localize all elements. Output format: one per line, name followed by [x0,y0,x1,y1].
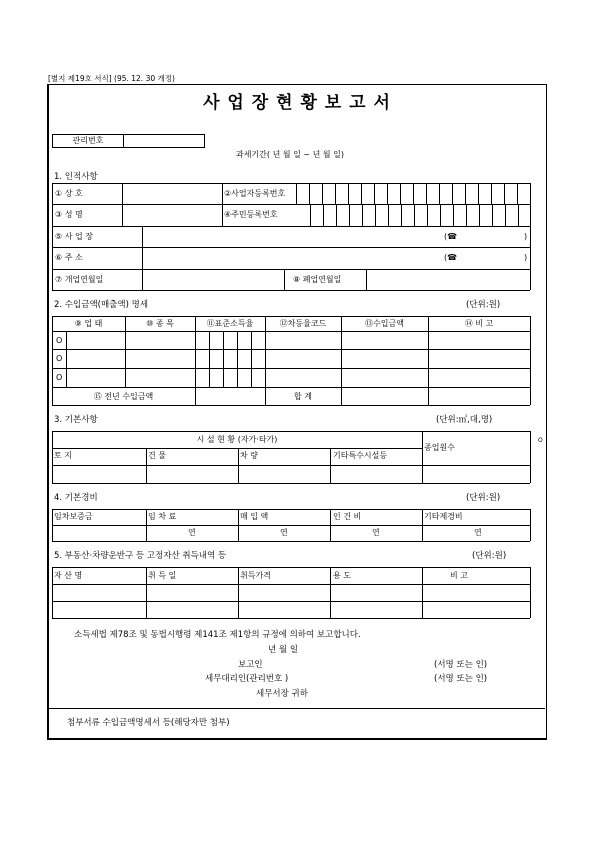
section2-heading: 2. 수입금액(매출액) 명세 [54,300,149,310]
employee-count-label: 종업원수 [424,443,455,452]
asset-name-label: 자 산 명 [54,571,83,580]
form-title: 사 업 장 현 황 보 고 서 [203,93,391,113]
row-mark-2: O [56,354,63,363]
prev-year-revenue-label: ⑮ 전년 수입금액 [93,392,154,401]
usage-label: 용 도 [333,571,351,580]
tax-agent-label: 세무대리인(관리번호 ) [205,674,289,684]
reporter-label: 보고인 [238,660,263,670]
purchase-label: 매 입 액 [240,512,269,521]
building-label: 건 물 [148,451,166,460]
tax-period: 과세기간( 년 월 일 ~ 년 월 일) [236,150,345,159]
land-label: 토 지 [54,451,72,460]
row-mark-3: O [56,373,63,382]
row-mark-1: O [56,336,63,345]
addr-phone-open: (☎ [444,253,458,262]
legal-statement: 소득세법 제78조 및 동법시행령 제141조 제1항의 규정에 의하여 보고합니다. [74,630,361,640]
annual-mark-purchase: 연 [280,528,288,537]
header-remarks: ⑭ 비 고 [464,319,494,328]
mgmt-no-field[interactable] [123,134,205,148]
special-facility-label: 기타특수시설등 [333,451,388,460]
section1-heading: 1. 인적사항 [54,172,98,182]
section3-heading: 3. 기본사항 [54,415,98,425]
facility-status-label: 시 설 현 황 (자가·타가) [196,435,278,444]
site-phone-close: ) [524,232,528,241]
header-business-item: ⑩ 종 목 [146,319,174,328]
section1-table [52,183,530,290]
deposit-label: 임차보증금 [54,512,93,521]
section3-unit: (단위:㎡,대,명) [436,415,493,425]
reporter-signature: (서명 또는 인) [434,660,488,670]
address-label: ⑥ 주 소 [55,253,83,262]
annual-mark-rent: 연 [188,528,196,537]
section5-heading: 5. 부동산·차량운반구 등 고정자산 취득내역 등 [54,551,227,561]
total-label: 합 계 [294,392,312,401]
addr-phone-close: ) [524,253,528,262]
agent-signature: (서명 또는 인) [434,674,488,684]
acquire-price-label: 취득가격 [240,571,271,580]
vehicle-label: 차 량 [240,451,258,460]
header-revenue: ⑬수입금액 [365,319,404,328]
trade-name-label: ① 상 호 [55,189,83,198]
open-date-label: ⑦ 개업연월일 [55,275,104,284]
annual-mark-labor: 연 [372,528,380,537]
section5-table [52,567,530,618]
attachment-divider [48,708,545,709]
section3-table [52,431,530,483]
mgmt-no-label: 관리번호 [72,136,104,145]
business-site-label: ⑤ 사 업 장 [55,232,93,241]
section4-heading: 4. 기본경비 [54,493,98,503]
header-differential-code: ⑫차등율코드 [279,319,327,328]
addressee: 세무서장 귀하 [256,689,308,699]
section5-unit: (단위:원) [472,551,507,561]
close-date-label: ⑧ 폐업연월일 [293,275,342,284]
site-phone-open: (☎ [444,232,458,241]
acquire-date-label: 취 득 일 [148,571,177,580]
person-name-label: ③ 성 명 [55,210,83,219]
report-date: 년 월 일 [268,645,299,655]
other-expenses-label: 기타제경비 [424,512,463,521]
section2-table [52,316,530,405]
section2-unit: (단위:원) [466,300,501,310]
remarks-label: 비 고 [450,571,468,580]
side-mark: O [538,437,543,444]
header-business-type: ⑨ 업 태 [74,319,103,328]
header-standard-income-rate: ⑪표준소득율 [206,319,254,328]
section4-unit: (단위:원) [466,493,501,503]
form-reference: [별지 제19호 서식] (95. 12. 30 개정) [48,74,175,83]
annual-mark-other: 연 [474,528,482,537]
rent-label: 임 차 료 [148,512,177,521]
resident-reg-label: ④주민등록번호 [224,210,278,219]
section4-table [52,509,530,541]
business-reg-label: ②사업자등록번호 [224,189,286,198]
labor-cost-label: 인 건 비 [333,512,362,521]
attachment-note: 첨부서류 수입금액명세서 등(해당자만 첨부) [67,718,230,728]
